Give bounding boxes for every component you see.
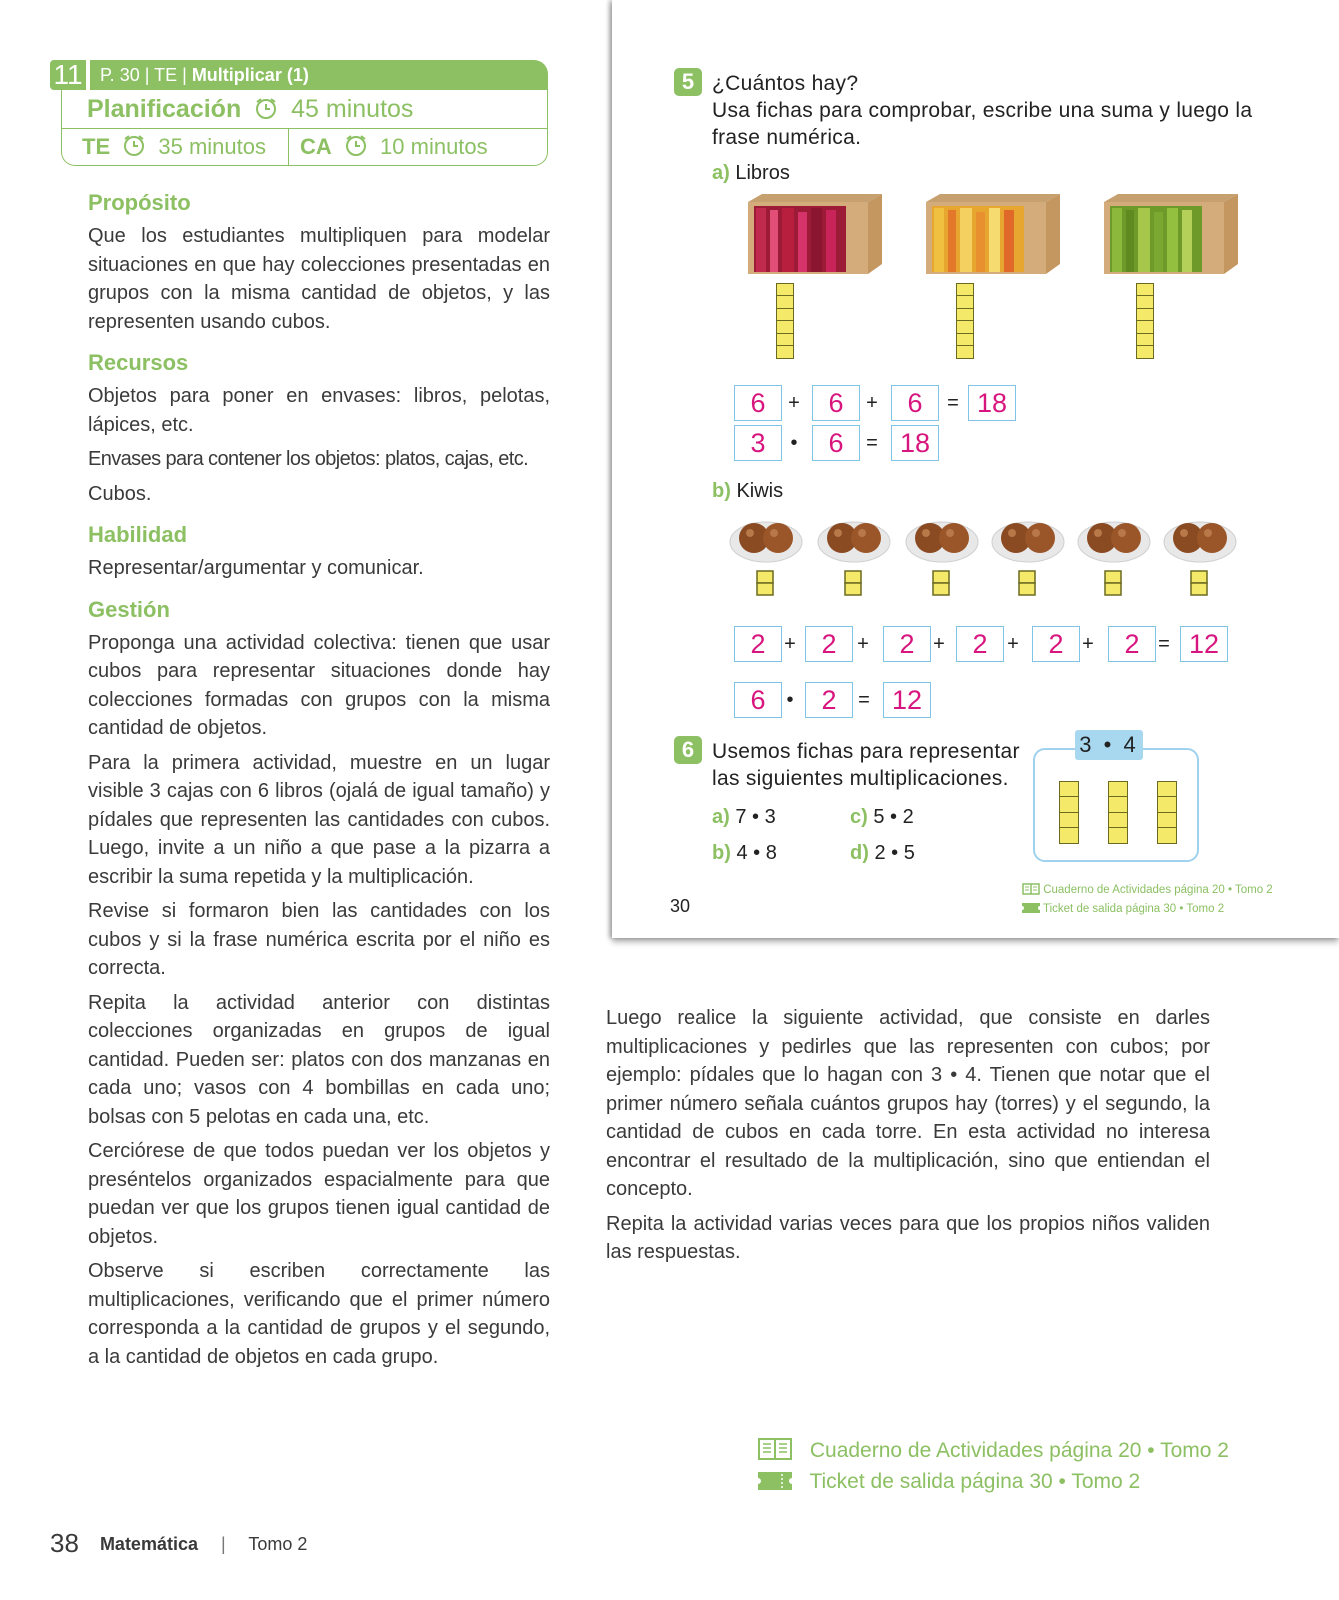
item-expression: 2 • 5 bbox=[874, 842, 915, 864]
answer-box: 3 bbox=[734, 425, 782, 461]
clock-icon bbox=[122, 133, 146, 157]
te-time-row bbox=[82, 130, 266, 164]
section-title: Recursos bbox=[88, 350, 189, 375]
answer-box: 2 bbox=[805, 626, 853, 662]
ca-label: CA bbox=[300, 134, 332, 159]
lesson-title: Multiplicar (1) bbox=[191, 65, 309, 85]
answer-box: 6 bbox=[734, 385, 782, 421]
answer-box: 2 bbox=[956, 626, 1004, 662]
ref-text: Cuaderno de Actividades página 20 • Tomo 2 bbox=[1043, 884, 1273, 896]
subquestion-label: Kiwis bbox=[736, 480, 784, 502]
kiwi-plate-illustration bbox=[728, 512, 804, 564]
equals-sign: = bbox=[947, 392, 959, 414]
volume-label: Tomo 2 bbox=[248, 1534, 308, 1554]
ref-text: Cuaderno de Actividades página 20 • Tomo 2 bbox=[809, 1439, 1229, 1462]
paragraph: Objetos para poner en envases: libros, pelotas, lápices, etc. bbox=[88, 385, 550, 436]
plus-sign: + bbox=[857, 633, 869, 655]
page-ref: P. 30 bbox=[100, 65, 140, 85]
question-line: Usa fichas para comprobar, escribe una suma y luego la bbox=[712, 99, 1253, 122]
answer-box: 2 bbox=[805, 682, 853, 718]
answer-box: 12 bbox=[1180, 626, 1228, 662]
te-label: TE bbox=[82, 134, 111, 159]
paragraph: Cerciórese de que todos puedan ver los objetos y preséntelos organizados espacialmente para que puedan ver que los grupos tienen igual cantidad de objetos. bbox=[88, 1140, 550, 1248]
equals-sign: = bbox=[1158, 633, 1170, 655]
cube-tower bbox=[1108, 782, 1126, 844]
te-tag: TE bbox=[154, 65, 178, 85]
paragraph: Repita la actividad anterior con distintas colecciones organizadas en grupos de igual cantidad. Pueden ser: platos con dos manzanas en cada uno; vasos con 4 bombillas en cada uno; bolsas con 5 pelotas en cada una, etc. bbox=[88, 991, 550, 1128]
q6-item-b bbox=[712, 842, 777, 865]
cube-tower bbox=[1136, 284, 1154, 359]
subquestion-label: Libros bbox=[735, 162, 790, 184]
paragraph: Luego realice la siguiente actividad, que consiste en darles multiplicaciones y pedirles que las representen con cubos; por ejemplo: pídales que lo hagan con 3 • 4. Tienen que notar que el primer número señala cuántos grupos hay (torres) y el segundo, la cantidad de cubos en cada torre. En esta actividad no interesa encontrar el resultado de la multiplicación, sino que entiendan el concepto. bbox=[606, 1007, 1210, 1200]
lesson-number: 11 bbox=[50, 60, 86, 90]
example-label: 3 • 4 bbox=[1075, 730, 1143, 760]
page-footer bbox=[50, 1528, 307, 1559]
cube-pair-icon bbox=[756, 570, 774, 596]
section-recursos bbox=[88, 350, 550, 508]
planning-time: 45 minutos bbox=[291, 95, 414, 123]
equals-sign: = bbox=[858, 689, 870, 711]
cube-pair-icon bbox=[1018, 570, 1036, 596]
clock-icon bbox=[344, 133, 368, 157]
cube-tower bbox=[1157, 782, 1175, 844]
section-title: Gestión bbox=[88, 596, 170, 622]
footer-separator: | bbox=[221, 1534, 226, 1554]
item-letter: c) bbox=[850, 806, 868, 828]
item-expression: 7 • 3 bbox=[735, 806, 776, 828]
plus-sign: + bbox=[788, 392, 800, 414]
question-line: Usemos fichas para representar bbox=[712, 740, 1020, 763]
answer-box: 6 bbox=[891, 385, 939, 421]
kiwi-plate-illustration bbox=[904, 512, 980, 564]
item-letter: b) bbox=[712, 842, 731, 864]
question-line: las siguientes multiplicaciones. bbox=[712, 767, 1009, 790]
answer-box: 12 bbox=[883, 682, 931, 718]
subquestion-letter: a) bbox=[712, 162, 730, 184]
section-title: Habilidad bbox=[88, 522, 188, 547]
item-expression: 4 • 8 bbox=[736, 842, 777, 864]
question-line: ¿Cuántos hay? bbox=[712, 72, 859, 95]
kiwi-plate-illustration bbox=[990, 512, 1066, 564]
item-expression: 5 • 2 bbox=[873, 806, 914, 828]
equals-sign: = bbox=[866, 432, 878, 454]
answer-box: 2 bbox=[883, 626, 931, 662]
teacher-guide-column bbox=[88, 190, 550, 1385]
answer-box: 6 bbox=[812, 425, 860, 461]
dot-sign: • bbox=[786, 689, 794, 711]
ticket-ref bbox=[758, 1470, 1140, 1494]
subject-label: Matemática bbox=[99, 1534, 198, 1554]
textbook-page bbox=[612, 0, 1339, 938]
kiwi-plate-illustration bbox=[816, 512, 892, 564]
q6-item-d bbox=[850, 842, 915, 865]
cube-tower bbox=[1059, 782, 1077, 844]
paragraph: Repita la actividad varias veces para que los propios niños validen las respuestas. bbox=[606, 1212, 1210, 1263]
cube-tower bbox=[776, 284, 794, 359]
kiwi-plate-illustration bbox=[1076, 512, 1152, 564]
paragraph: Envases para contener los objetos: platos, cajas, etc. bbox=[88, 448, 529, 470]
answer-box: 18 bbox=[891, 425, 939, 461]
ticket-icon bbox=[758, 1472, 792, 1490]
paragraph: Observe si escriben correctamente las multiplicaciones, verificando que el primer número corresponda a la cantidad de grupos y el segundo, a la cantidad de objetos en cada grupo. bbox=[88, 1260, 550, 1368]
teacher-guide-continued bbox=[606, 1004, 1210, 1273]
cube-pair-icon bbox=[844, 570, 862, 596]
plus-sign: + bbox=[1007, 633, 1019, 655]
paragraph: Proponga una actividad colectiva: tienen que usar cubos para representar situaciones donde hay colecciones formadas con grupos con la misma cantidad de objetos. bbox=[88, 631, 550, 739]
question-5-text bbox=[712, 70, 1252, 151]
answer-box: 6 bbox=[812, 385, 860, 421]
answer-box: 6 bbox=[734, 682, 782, 718]
subquestion-a bbox=[712, 162, 790, 185]
paragraph: Revise si formaron bien las cantidades con los cubos y si la frase numérica escrita por el niño es correcta. bbox=[88, 900, 550, 979]
section-habilidad bbox=[88, 522, 550, 583]
paragraph: Para la primera actividad, muestre en un lugar visible 3 cajas con 6 libros (ojalá de igual tamaño) y pídales que representen las cantidades con cubos. Luego, invite a un niño a que pase a la pizarra a escribir la suma repetida y la multiplicación. bbox=[88, 751, 550, 888]
clock-icon bbox=[254, 96, 278, 120]
ticket-ref-small bbox=[1022, 903, 1224, 915]
ca-time-row bbox=[300, 130, 488, 164]
book-icon bbox=[758, 1437, 792, 1461]
book-icon bbox=[1022, 883, 1040, 895]
section-proposito bbox=[88, 190, 550, 336]
question-5-badge: 5 bbox=[674, 68, 702, 96]
plus-sign: + bbox=[933, 633, 945, 655]
q6-item-c bbox=[850, 806, 914, 829]
te-time: 35 minutos bbox=[158, 134, 266, 159]
answer-box: 2 bbox=[1032, 626, 1080, 662]
paragraph: Cubos. bbox=[88, 482, 152, 505]
planning-box bbox=[61, 90, 548, 166]
books-box-illustration bbox=[748, 194, 882, 278]
plus-sign: + bbox=[784, 633, 796, 655]
page-number: 38 bbox=[50, 1528, 79, 1558]
subquestion-b bbox=[712, 480, 783, 503]
question-6-text bbox=[712, 738, 1020, 792]
planning-label: Planificación bbox=[87, 95, 242, 123]
kiwi-plate-illustration bbox=[1162, 512, 1238, 564]
cuaderno-ref bbox=[758, 1437, 1229, 1463]
section-title: Propósito bbox=[88, 190, 191, 215]
cube-pair-icon bbox=[1104, 570, 1122, 596]
answer-box: 18 bbox=[968, 385, 1016, 421]
cube-pair-icon bbox=[1190, 570, 1208, 596]
ca-time: 10 minutos bbox=[380, 134, 488, 159]
cube-tower bbox=[956, 284, 974, 359]
planning-row bbox=[87, 90, 413, 128]
ref-text: Ticket de salida página 30 • Tomo 2 bbox=[1043, 903, 1225, 915]
books-box-illustration bbox=[1104, 194, 1238, 278]
cube-pair-icon bbox=[932, 570, 950, 596]
ticket-icon bbox=[1022, 903, 1040, 913]
paragraph: Que los estudiantes multipliquen para modelar situaciones en que hay colecciones presentadas en grupos con la misma cantidad de objetos, y las representen usando cubos. bbox=[88, 225, 550, 333]
item-letter: a) bbox=[712, 806, 730, 828]
ref-text: Ticket de salida página 30 • Tomo 2 bbox=[809, 1470, 1141, 1493]
plus-sign: + bbox=[866, 392, 878, 414]
item-letter: d) bbox=[850, 842, 869, 864]
question-6-badge: 6 bbox=[674, 736, 702, 764]
paragraph: Representar/argumentar y comunicar. bbox=[88, 557, 424, 579]
lesson-title-bar: P. 30 | TE | Multiplicar (1) bbox=[90, 60, 548, 90]
answer-box: 2 bbox=[734, 626, 782, 662]
section-gestion bbox=[88, 597, 550, 1372]
answer-box: 2 bbox=[1108, 626, 1156, 662]
textbook-page-number: 30 bbox=[670, 896, 691, 916]
q6-item-a bbox=[712, 806, 776, 829]
subquestion-letter: b) bbox=[712, 480, 731, 502]
question-line: frase numérica. bbox=[712, 126, 862, 149]
books-box-illustration bbox=[926, 194, 1060, 278]
lesson-header bbox=[50, 60, 550, 166]
plus-sign: + bbox=[1082, 633, 1094, 655]
dot-sign: • bbox=[790, 432, 798, 454]
cuaderno-ref-small bbox=[1022, 883, 1273, 896]
